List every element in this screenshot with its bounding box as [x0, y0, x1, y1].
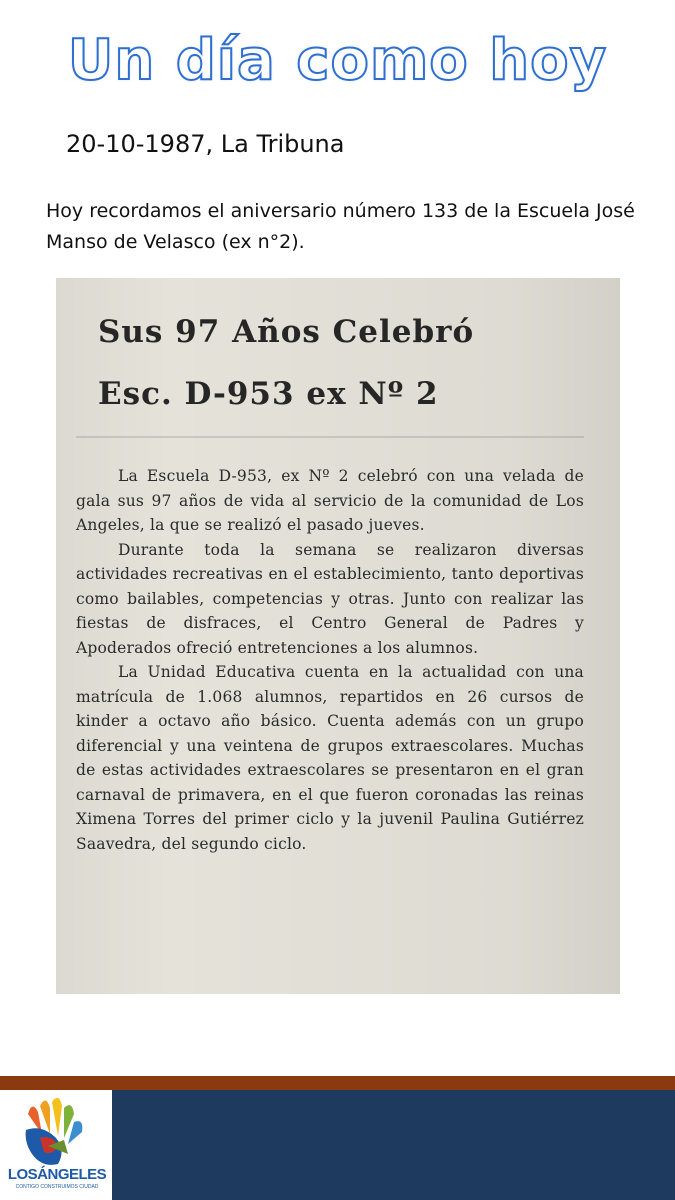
- intro-text: Hoy recordamos el aniversario número 133 de la Escuela José Manso de Velasco (ex n°2).: [46, 200, 635, 253]
- clipping-paragraph: La Unidad Educativa cuenta en la actualidad con una matrícula de 1.068 alumnos, repartidos en 26 cursos de kinder a octavo año básico. Cuenta además con un grupo diferencial y una veintena de grupos extraescolares. Muchas de estas actividades extraescolares se presentaron en el gran carnaval de primavera, en el que fueron coronadas las reinas Ximena Torres del primer ciclo y la juvenil Paulina Gutiérrez Saavedra, del segundo ciclo.: [76, 663, 584, 853]
- page-title: Un día como hoy: [67, 28, 608, 93]
- logo-text: LOSÁNGELES: [7, 1166, 107, 1183]
- clipping-paragraph: La Escuela D-953, ex Nº 2 celebró con una velada de gala sus 97 años de vida al servicio de la comunidad de Los Angeles, la que se realizó el pasado jueves.: [76, 467, 584, 534]
- clipping-body: [76, 464, 584, 856]
- logo-tagline: CONTIGO CONSTRUIMOS CIUDAD: [15, 1184, 99, 1190]
- clipping-paragraph: Durante toda la semana se realizaron diversas actividades recreativas en el establecimiento, tanto deportivas como bailables, competencias y otras. Junto con realizar las fiestas de disfraces, el Centro General de Padres y Apoderados ofreció entretenciones a los alumnos.: [76, 540, 584, 657]
- logo: [0, 1090, 112, 1200]
- newspaper-clipping: [56, 278, 620, 994]
- clipping-divider: [76, 436, 584, 438]
- date-source: 20-10-1987, La Tribuna: [66, 130, 345, 158]
- hand-logo-icon: [18, 1094, 94, 1168]
- headline-line-2: Esc. D-953 ex Nº 2: [98, 376, 439, 412]
- clipping-headline: [98, 312, 584, 414]
- footer-stripe: [0, 1076, 675, 1090]
- headline-line-1: Sus 97 Años Celebró: [98, 314, 475, 350]
